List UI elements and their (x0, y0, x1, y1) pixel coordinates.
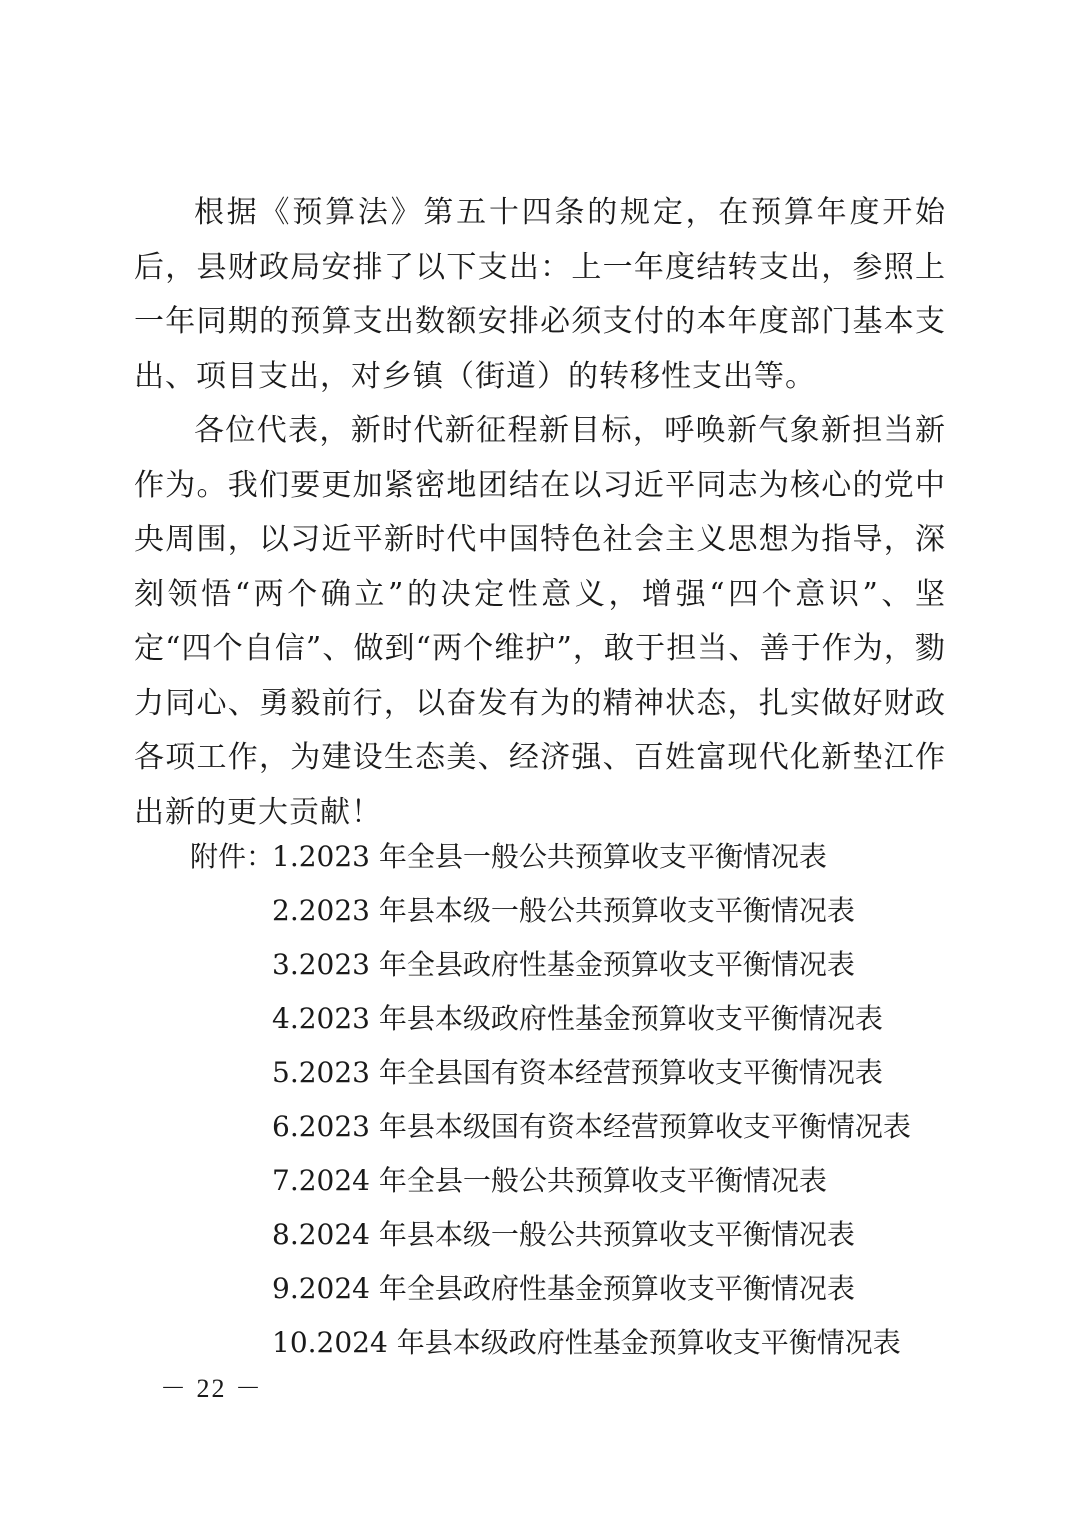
attachment-item-text: 5.2023 年全县国有资本经营预算收支平衡情况表 (272, 1056, 883, 1089)
attachment-item-text: 4.2023 年县本级政府性基金预算收支平衡情况表 (272, 1002, 883, 1035)
attachment-item-text: 6.2023 年县本级国有资本经营预算收支平衡情况表 (272, 1110, 911, 1143)
attachment-item-text: 9.2024 年全县政府性基金预算收支平衡情况表 (272, 1272, 855, 1305)
attachment-item-text: 7.2024 年全县一般公共预算收支平衡情况表 (272, 1164, 827, 1197)
paragraph-closing-remarks: 各位代表，新时代新征程新目标，呼唤新气象新担当新作为。我们要更加紧密地团结在以习近平同志为核心的党中央周围，以习近平新时代中国特色社会主义思想为指导，深刻领悟“两个确立”的决定性意义，增强“四个意识”、坚定“四个自信”、做到“两个维护”，敢于担当、善于作为，勠力同心、勇毅前行，以奋发有为的精神状态，扎实做好财政各项工作，为建设生态美、经济强、百姓富现代化新垫江作出新的更大贡献！ (134, 413, 946, 830)
attachment-item (190, 1100, 950, 1154)
attachment-item (190, 1154, 950, 1208)
attachment-item (190, 1262, 950, 1316)
attachment-item (190, 830, 950, 884)
attachment-label: 附件： (190, 840, 275, 873)
attachment-item-text: 10.2024 年县本级政府性基金预算收支平衡情况表 (272, 1326, 901, 1359)
paragraph-budget-expenditure: 根据《预算法》第五十四条的规定，在预算年度开始后，县财政局安排了以下支出：上一年度结转支出，参照上一年同期的预算支出数额安排必须支付的本年度部门基本支出、项目支出，对乡镇（街道）的转移性支出等。 (134, 195, 946, 394)
attachment-list (190, 830, 950, 1370)
attachment-item-text: 2.2023 年县本级一般公共预算收支平衡情况表 (272, 894, 855, 927)
attachment-item-text: 8.2024 年县本级一般公共预算收支平衡情况表 (272, 1218, 855, 1251)
attachment-item (190, 1316, 950, 1370)
body-text (134, 186, 946, 840)
attachment-item-text: 3.2023 年全县政府性基金预算收支平衡情况表 (272, 948, 855, 981)
attachment-item (190, 1046, 950, 1100)
attachment-item (190, 1208, 950, 1262)
attachment-item (190, 938, 950, 992)
attachment-item (190, 884, 950, 938)
attachment-item-text: 1.2023 年全县一般公共预算收支平衡情况表 (272, 840, 827, 873)
page-number: － 22 － (160, 1374, 264, 1403)
attachment-item (190, 992, 950, 1046)
